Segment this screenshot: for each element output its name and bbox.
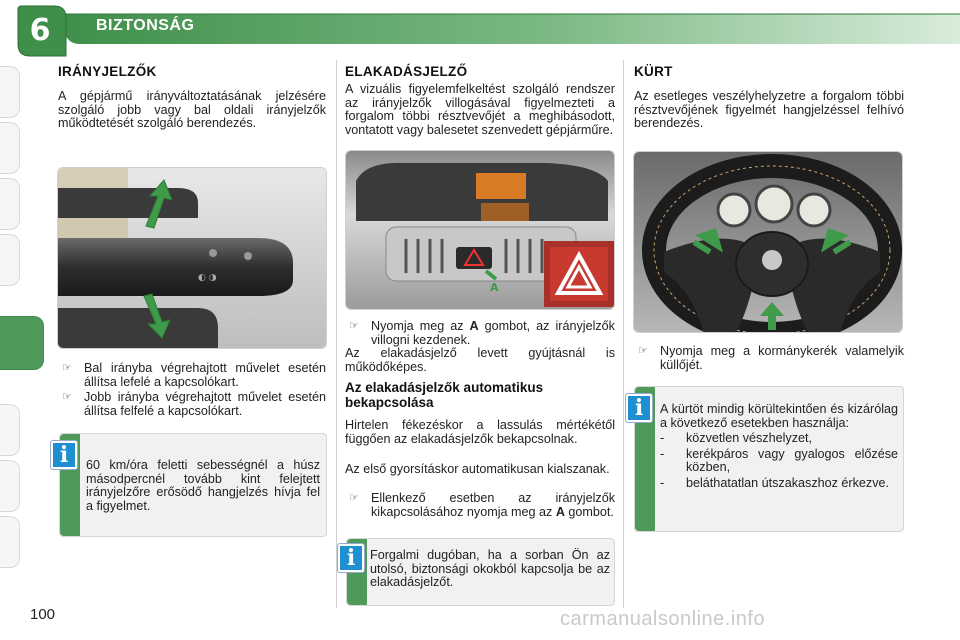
svg-text:A: A [490, 281, 499, 294]
horn-intro: Az esetleges veszélyhelyzetre a forgalom többi résztvevőjének figyelmét hangjelzéssel felhívó berendezés. [634, 89, 904, 131]
column-divider [336, 60, 337, 608]
hand-pointer-icon: ☞ [349, 492, 359, 504]
hazard-bullet-off: ☞ Ellenkező esetben az irányjelzők kikapcsolásához nyomja meg az A gombot. [349, 491, 615, 519]
info-text-horn [660, 403, 898, 491]
turn-signal-bullet-right: ☞ Jobb irányba végrehajtott művelet esetén állítsa felfelé a kapcsolókart. [62, 390, 326, 418]
hand-pointer-icon: ☞ [638, 345, 648, 357]
info-icon: i [338, 544, 364, 572]
hazard-note: Az elakadásjelző levett gyújtásnál is működőképes. [345, 346, 615, 374]
column-divider [623, 60, 624, 608]
side-tab-safety-active[interactable] [0, 316, 44, 370]
button-a-label: A [469, 319, 479, 333]
hand-pointer-icon: ☞ [349, 320, 359, 332]
auto-hazard-text-2: Az első gyorsításkor automatikusan kialszanak. [345, 462, 610, 476]
hand-pointer-icon: ☞ [62, 362, 72, 374]
side-tab-1[interactable] [0, 66, 20, 118]
horn-info-intro: A kürtöt mindig körültekintően és kizárólag a következő esetekben használja: [660, 402, 898, 430]
hand-pointer-icon: ☞ [62, 391, 72, 403]
section-title-turn-signals: IRÁNYJELZŐK [58, 64, 157, 79]
info-text-hazard: Forgalmi dugóban, ha a sorban Ön az utolsó, biztonsági okokból kapcsolja be az elakadásjelzőt. [370, 548, 610, 590]
list-item: - beláthatatlan útszakaszhoz érkezve. [660, 475, 890, 490]
info-icon: i [51, 441, 77, 469]
hazard-button-photo [345, 150, 615, 310]
horn-bullet: ☞ Nyomja meg a kormánykerék valamelyik küllőjét. [638, 344, 904, 372]
side-tab-3[interactable] [0, 178, 20, 230]
side-tab-8[interactable] [0, 516, 20, 568]
subtitle-automatic-hazard: Az elakadásjelzők automatikus bekapcsolása [345, 380, 544, 410]
turn-signals-intro: A gépjármű irányváltoztatásának jelzésére szolgáló jobb vagy bal oldali irányjelzők működtetését szolgáló berendezés. [58, 89, 326, 131]
side-tab-7[interactable] [0, 460, 20, 512]
svg-text:◐ ◑: ◐ ◑ [198, 273, 217, 283]
section-title-hazard: ELAKADÁSJELZŐ [345, 64, 468, 79]
watermark: carmanualsonline.info [560, 608, 766, 630]
steering-wheel-photo [633, 151, 903, 333]
button-a-label: A [555, 504, 565, 519]
hazard-bullet-press: ☞ Nyomja meg az A gombot, az irányjelzők villogni kezdenek. [349, 319, 615, 347]
list-item: - közvetlen vészhelyzet, [660, 431, 812, 446]
side-tab-4[interactable] [0, 234, 20, 286]
section-title-horn: KÜRT [634, 64, 673, 79]
auto-hazard-text-1: Hirtelen fékezéskor a lassulás mértékétől függően az elakadásjelzők bekapcsolnak. [345, 418, 615, 446]
turn-signal-stalk-photo [57, 167, 327, 349]
list-item: - kerékpáros vagy gyalogos előzése közben, [660, 446, 898, 475]
side-tab-2[interactable] [0, 122, 20, 174]
page-number: 100 [30, 606, 56, 623]
info-text-turn-signal: 60 km/óra feletti sebességnél a húsz másodpercnél tovább kint felejtett irányjelzőre erősödő hangjelzés hívja fel a figyelmet. [86, 458, 320, 513]
chapter-title: BIZTONSÁG [96, 17, 195, 34]
info-icon: i [626, 394, 652, 422]
side-tab-6[interactable] [0, 404, 20, 456]
hazard-intro: A vizuális figyelemfelkeltést szolgáló rendszer az irányjelzők villogásával figyelmezteti a forgalom többi résztvevőjét a meghibásodott, vontatott vagy balesetet szenvedett gépjárműre. [345, 82, 615, 137]
turn-signal-bullet-left: ☞ Bal irányba végrehajtott művelet esetén állítsa lefelé a kapcsolókart. [62, 361, 326, 389]
chapter-number: 6 [29, 13, 51, 48]
